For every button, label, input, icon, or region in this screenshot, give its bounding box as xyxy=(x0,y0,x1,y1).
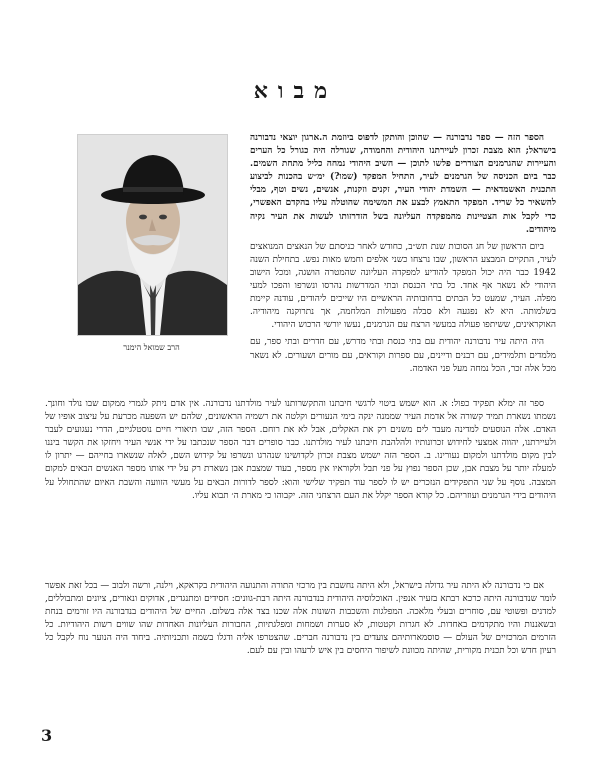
intro-text-top xyxy=(250,132,556,390)
portrait-photo xyxy=(77,134,228,336)
paragraph: ביום הראשון של חג הסוכות שנת תש״ב, כחודש לאחר כניסתם של הנאצים המנואצים לעיר, התקיים המבצע הראשון, שבו נרצחו כשני אלפים וחמש מאות נפש. בתחילת השנה 1942 כבר היה יכול המפקד להודיע למפקדה העליונה שהמטרה הושגה, ומכל הישוב היהודי לא נשאר אף אחד. כל בתי הכנסת ובתי המדרשות נהרסו ונשרפו והפכו למעי מפלה. העיר, שמעט כל הבתים ברחובותיה הראשיים היו שייכים ליהודים, עודנה קיימת בשלמותה. היא לא נפגעה ולא סבלה מפעולות המלחמה, אך נתרוקנה מיהודיה. האוקראינים, ששיתפו פעולה במעשי הרצח עם הגרמנים, נעשו יורשי הרכוש היהודי. xyxy=(250,241,556,331)
page-title: מבוא xyxy=(253,78,338,104)
photo-caption: הרב שמואל הימנר xyxy=(123,343,180,352)
paragraph: הספר הזה — ספר נדבורנה — שהוכן והותקן לדפוס ביוזמת ה.ארגון יוצאי נדבורנה בישראל; הוא מצבת זכרון לעיירתנו היהודית והחמודה, שגורלה היה כגורל כל הערים והעיירות שהגרמנים הצוררים פלשו לתוכן — השיב היהודי נמחה כליל מתחת השמים. כבר ביום הכניסה של הגרמנים לעיר, התחיל המפקד (שמו?) ימ״ש בהכנות לביצוע התכנית האשמדאית — השמדת יהודי העיר, זקנים וזקנות, אנשים, נשים וטף, מבלי להשאיר כל שריד. המפקד התאמץ לבצע את המשימה שהוטלה עליו בהקדם האפשרי, כדי לקבל אות הצטיינות מהמפקדה העליונה בשל הזדרזותו לעשות את העיר נקיה מיהודים. xyxy=(250,133,556,235)
intro-text-middle xyxy=(45,398,556,576)
paragraph: ספר זה ימלא תפקיד כפול: א. הוא ישמש ביטוי לרגשי חיבתנו והתקשרותנו לעיר מולדתנו נדבורנה. אין אדם ניתק לגמרי ממקום שבו נולד וחונך. נשמתו נשארת תמיד קשורה אל אדמת העיר שממנה ינקה בימי הנעורים וקלטה את רשמיה הראשונים, שלהם יש השפעה מכרעת על עיצוב אופיו של האדם. אלה הנוסעים למדינה מעבר לים משנים רק את האקלים, אבל לא את רוחם. הספר הזה, שבו תיאורי חיים נוסטלגיים, הדרי נעגועים לעבר ולעיירתנו, יהווה אמצעי לחידוש זכרונותיו ולהלהבת חיבתנו לעיר מולדתנו. כבר סופרים דבר הספר שנכתבו על ידי אנשי העיר ויחזקו את הקשר ביננו לבין מקום מולדתנו ולמקום נעורינו. ב. הספר הזה ישמש מצבת זכרון לקדושינו שנהרגו ונשרפו על קידוש השם, לאלה שנשארו בחייהם — יתרון לו למעלה יותר על מצבת אבן, שכן הספר נפוץ על פני תבל ולקוראיו אין מספר, בעוד שמצבת אבן נשארת רק על ידי אותו מספר האנשים הבאים למקום המצבה. נוסף על שני התפקידים הנזכרים יש לו לספר עוד תפקיד שלישי והוא: לספר לדורות הבאים על מעשי הזוועה והשבת האיום שהתחולל על היהודים בידי הגרמנים ועוזריהם. כל קורא הספר יקלל את העם הרצחני הזה. יקבוהו כי מארת ה׳ תבוא עליו. xyxy=(45,399,556,501)
intro-text-bottom xyxy=(45,580,556,720)
paragraph: היה היתה עיר נדבורנה יהודית עם בתי כנסת ובתי מדרש, עם חדרים ובתי ספר, עם מלמדים ותלמידים, עם רבנים ודיינים, עם ספרות וקוראים, עם מורים ושעורים. לא נשאר מכל אלה זכר, הכל נמחה מעל פני האדמה. xyxy=(250,337,556,374)
portrait-illustration xyxy=(78,135,227,335)
page-number: 3 xyxy=(41,726,53,745)
paragraph: אם כי נדבורנה לא היתה עיר גדולה בישראל, ולא היתה נחשבת בין מרכזי התורה והתנועה היהודית בקראקא, וילנה, ורשה ולבוב — בכל זאת אפשר לומר שנדבורנה היתה כרכא רבתא בזעיר אנפין. האוכלוסיה היהודית בנדבורנה היתה רבת-גוונים: חסידים ומתנגדים, אדוקים ונאורים, ציונים ומתבוללים, למדנים ופשוטי עם, סוחרים ובעלי מלאכה. המפלגות והשכבות השונות אלה שכנו בצד אלה בשלום. החיים של היהודים בנדבורנה היו זורמים בנחת ובשאננות והיו מתקדמים באחדות. לא חגרות וקטטות, לא סערות ושמחות ומפלגתיות, החבורות העליונות האחדות שהו שווים רשות היהודיות. כל הזרמים המרכזיים של העולם — סוסמארותיהם צועדים בין נדבורנה חברים. שהצטרפו אליה ודגלו בשמה ותכניותיה. ביחוד היה הנוער נוח לקבל כל רעיון חדש וכל תכנית מקורית, שהיתה מכוונת לשיפור היחסים בין איש לרעהו ובין עם לעם. xyxy=(45,581,556,657)
